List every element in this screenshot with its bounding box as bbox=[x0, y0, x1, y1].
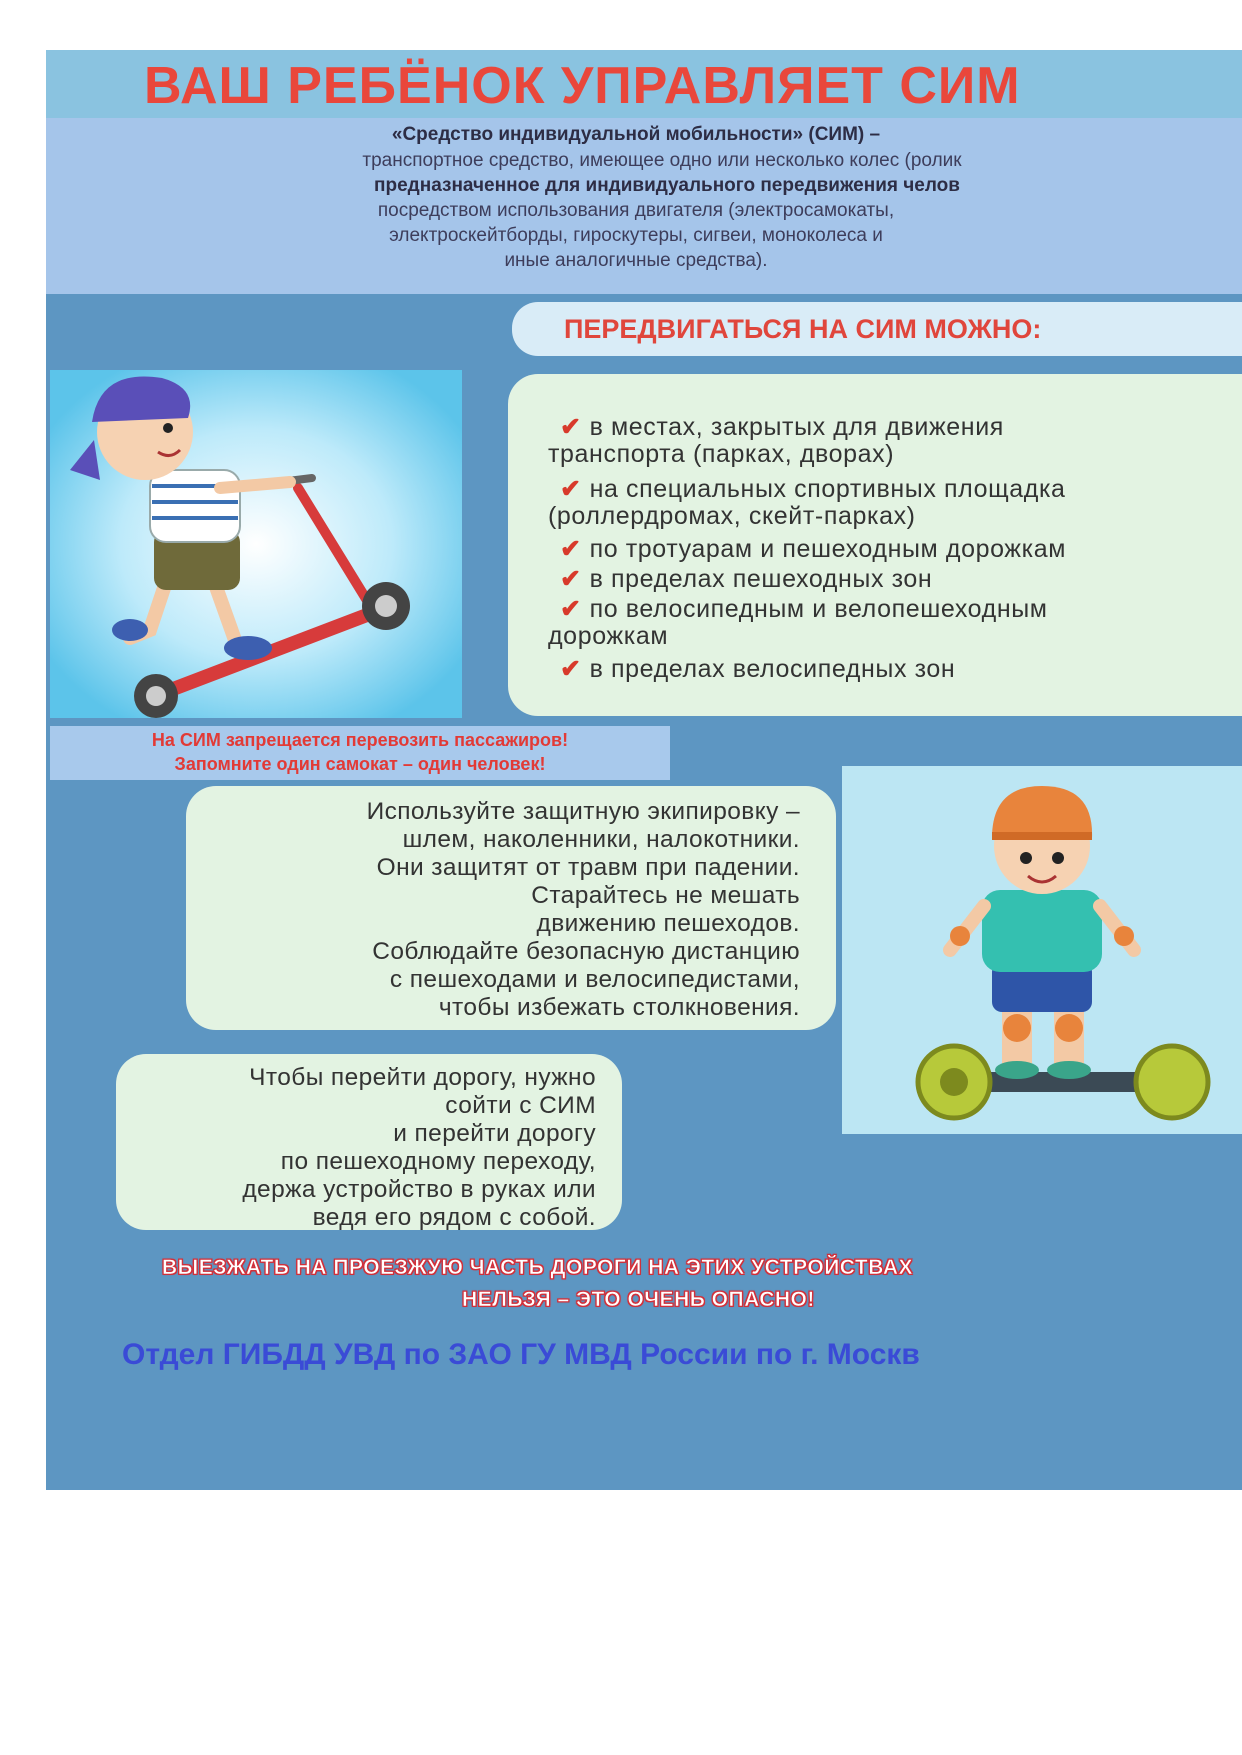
protection-line: чтобы избежать столкновения. bbox=[438, 994, 800, 1021]
passenger-warning bbox=[50, 726, 670, 780]
allowed-item: ✔ в местах, закрытых для движения bbox=[560, 413, 1004, 441]
protection-line: движению пешеходов. bbox=[536, 910, 800, 937]
check-icon: ✔ bbox=[560, 565, 582, 593]
danger-warning-line: НЕЛЬЗЯ – ЭТО ОЧЕНЬ ОПАСНО! bbox=[462, 1288, 815, 1311]
allowed-item-continued: (роллердромах, скейт-парках) bbox=[548, 502, 916, 530]
crossing-line: по пешеходному переходу, bbox=[280, 1148, 596, 1175]
check-icon: ✔ bbox=[560, 413, 582, 441]
check-icon: ✔ bbox=[560, 595, 582, 623]
crossing-box bbox=[116, 1054, 622, 1230]
crossing-line: и перейти дорогу bbox=[393, 1120, 596, 1147]
passenger-warning-line: Запомните один самокат – один человек! bbox=[174, 754, 546, 774]
crossing-line: держа устройство в руках или bbox=[242, 1176, 596, 1203]
allowed-item-continued: дорожкам bbox=[548, 622, 669, 650]
definition-line: предназначенное для индивидуального передвижения челов bbox=[374, 175, 960, 196]
protection-line: Они защитят от травм при падении. bbox=[376, 854, 800, 881]
danger-warning-line: ВЫЕЗЖАТЬ НА ПРОЕЗЖУЮ ЧАСТЬ ДОРОГИ НА ЭТИХ УСТРОЙСТВАХ bbox=[162, 1256, 914, 1279]
protection-line: Используйте защитную экипировку – bbox=[366, 798, 800, 825]
protection-box bbox=[186, 786, 836, 1030]
allowed-item-continued: транспорта (парках, дворах) bbox=[548, 440, 895, 468]
definition-band bbox=[46, 118, 1242, 294]
boy-hoverboard-icon bbox=[842, 766, 1242, 1134]
crossing-line: Чтобы перейти дорогу, нужно bbox=[249, 1064, 596, 1091]
boy-scooter-icon bbox=[50, 370, 462, 718]
protection-line: Соблюдайте безопасную дистанцию bbox=[372, 938, 800, 965]
poster-title: ВАШ РЕБЁНОК УПРАВЛЯЕТ СИМ bbox=[144, 57, 1021, 115]
allowed-item: ✔ по тротуарам и пешеходным дорожкам bbox=[560, 535, 1067, 563]
protection-line: с пешеходами и велосипедистами, bbox=[389, 966, 800, 993]
allowed-item: ✔ в пределах пешеходных зон bbox=[560, 565, 933, 593]
crossing-line: ведя его рядом с собой. bbox=[312, 1204, 596, 1231]
allowed-item: ✔ на специальных спортивных площадка bbox=[560, 475, 1066, 503]
allowed-rules-box bbox=[508, 374, 1242, 716]
protection-line: Старайтесь не мешать bbox=[531, 882, 800, 909]
definition-line: электроскейтборды, гироскутеры, сигвеи, моноколеса и bbox=[389, 225, 883, 246]
check-icon: ✔ bbox=[560, 535, 582, 563]
title-band bbox=[46, 50, 1242, 118]
definition-line: транспортное средство, имеющее одно или несколько колес (ролик bbox=[362, 150, 962, 171]
check-icon: ✔ bbox=[560, 475, 582, 503]
allowed-header bbox=[512, 302, 1242, 356]
allowed-item: ✔ в пределах велосипедных зон bbox=[560, 655, 956, 683]
definition-line: «Средство индивидуальной мобильности» (СИМ) – bbox=[391, 124, 881, 145]
protection-line: шлем, наколенники, налокотники. bbox=[402, 826, 800, 853]
allowed-header-text: ПЕРЕДВИГАТЬСЯ НА СИМ МОЖНО: bbox=[564, 314, 1042, 344]
poster bbox=[46, 50, 1242, 1490]
crossing-line: сойти с СИМ bbox=[445, 1092, 596, 1119]
footer-department: Отдел ГИБДД УВД по ЗАО ГУ МВД России по г. Москв bbox=[122, 1338, 920, 1371]
definition-line: иные аналогичные средства). bbox=[504, 250, 768, 271]
boy-scooter-illustration bbox=[50, 370, 462, 718]
passenger-warning-line: На СИМ запрещается перевозить пассажиров! bbox=[151, 730, 569, 750]
boy-hoverboard-illustration bbox=[842, 766, 1242, 1134]
allowed-item: ✔ по велосипедным и велопешеходным bbox=[560, 595, 1048, 623]
check-icon: ✔ bbox=[560, 655, 582, 683]
definition-line: посредством использования двигателя (электросамокаты, bbox=[377, 200, 895, 221]
